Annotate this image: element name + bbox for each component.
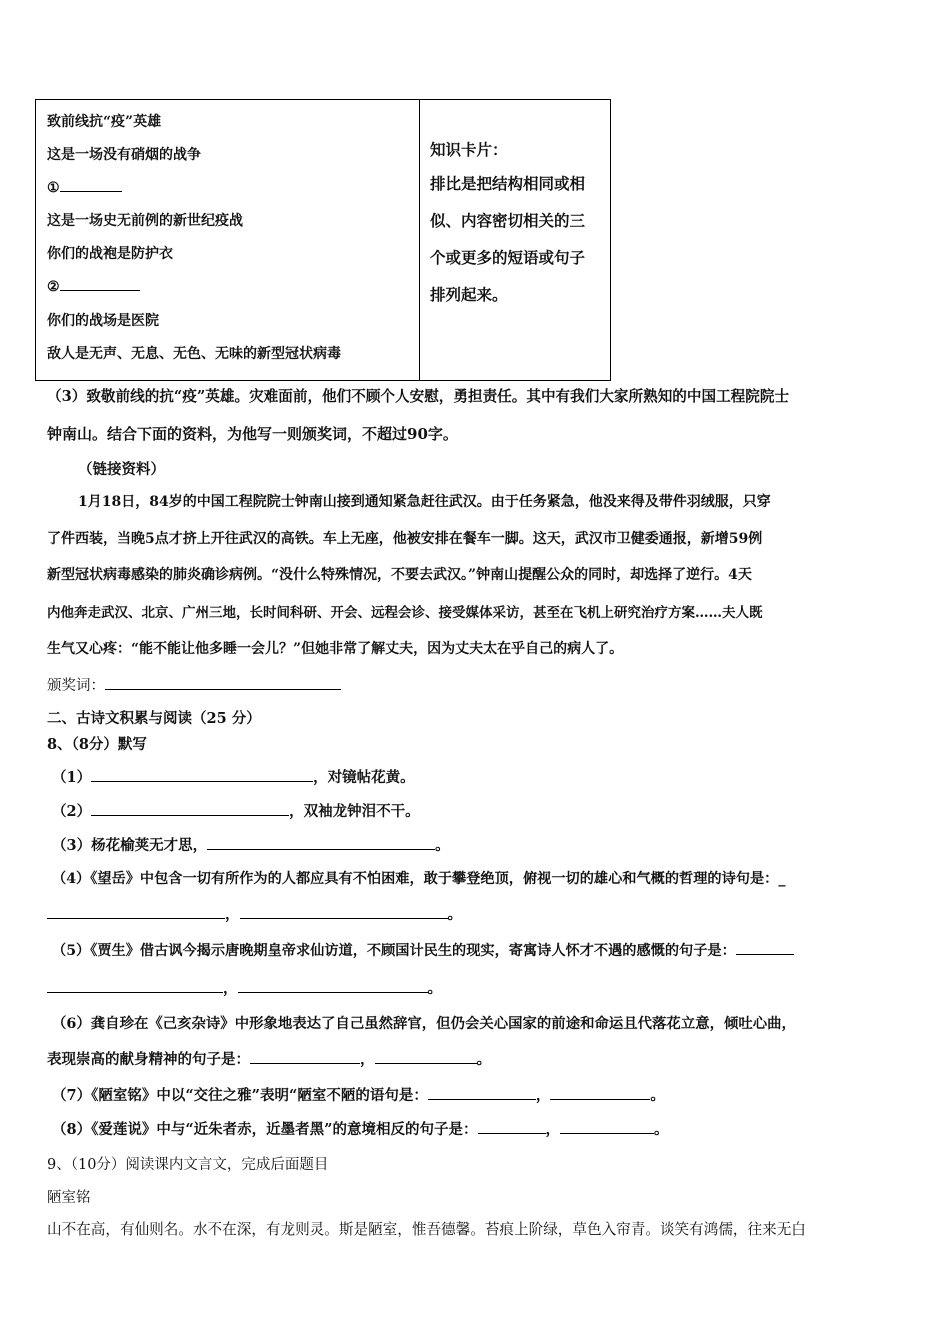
q8-item-7: （7）《陋室铭》中以“交往之雅”表明“陋室不陋的语句是： ， 。 bbox=[52, 1087, 665, 1104]
poem-column bbox=[36, 100, 420, 380]
knowledge-card-line: 排列起来。 bbox=[430, 285, 508, 304]
poem-line: 你们的战场是医院 bbox=[47, 313, 159, 329]
award-speech-field: 颁奖词： bbox=[47, 674, 341, 695]
q3-prompt-line: 钟南山。结合下面的资料，为他写一则颁奖词，不超过90字。 bbox=[47, 425, 458, 443]
q9-text-title: 陋室铭 bbox=[47, 1190, 91, 1206]
q8-title: 8、（8分）默写 bbox=[47, 736, 147, 753]
q8-item-3: （3）杨花榆荚无才思， 。 bbox=[52, 837, 450, 854]
q8-item-6-line2: 表现崇高的献身精神的句子是： ， 。 bbox=[47, 1051, 491, 1068]
q3-material-line: 了件西装，当晚5点才挤上开往武汉的高铁。车上无座，他被安排在餐车一脚。这天，武汉市卫健委通报，新增59例 bbox=[47, 531, 763, 547]
q3-material-line: 新型冠状病毒感染的肺炎确诊病例。“没什么特殊情况，不要去武汉。”钟南山提醒公众的同时，却选择了逆行。4天 bbox=[47, 567, 752, 583]
poem-line: 这是一场没有硝烟的战争 bbox=[47, 147, 201, 163]
poem-line: 你们的战袍是防护衣 bbox=[47, 246, 173, 262]
knowledge-card-line: 个或更多的短语或句子 bbox=[430, 248, 586, 267]
poem-table bbox=[35, 99, 611, 381]
q8-item-2: （2） ，双袖龙钟泪不干。 bbox=[52, 803, 420, 820]
poem-line: 敌人是无声、无息、无色、无味的新型冠状病毒 bbox=[47, 346, 341, 362]
q8-item-8: （8）《爱莲说》中与“近朱者赤，近墨者黑”的意境相反的句子是： ， 。 bbox=[52, 1121, 669, 1138]
q9-title: 9、（10分）阅读课内文言文，完成后面题目 bbox=[47, 1157, 329, 1173]
q8-item-4: （4）《望岳》中包含一切有所作为的人都应具有不怕困难，敢于攀登绝顶，俯视一切的雄心和气概的哲理的诗句是：_ bbox=[52, 871, 786, 887]
q8-item-1: （1） ，对镜帖花黄。 bbox=[52, 769, 415, 786]
knowledge-card-line: 似、内容密切相关的三 bbox=[430, 211, 586, 230]
q3-material-line: 生气又心疼：“能不能让他多睡一会儿？”但她非常了解丈夫，因为丈夫太在乎自己的病人了。 bbox=[47, 641, 624, 657]
q8-item-4-blanks: ， 。 bbox=[47, 903, 462, 924]
knowledge-card bbox=[420, 100, 610, 380]
poem-line: 致前线抗“疫”英雄 bbox=[47, 114, 162, 130]
q3-prompt-line: （3）致敬前线的抗“疫”英雄。灾难面前，他们不顾个人安慰，勇担责任。其中有我们大家所熟知的中国工程院院士 bbox=[47, 388, 790, 405]
poem-blank-2: ② bbox=[47, 276, 140, 295]
q3-material-line: 内他奔走武汉、北京、广州三地，长时间科研、开会、远程会诊、接受媒体采访，甚至在飞机上研究治疗方案……夫人既 bbox=[47, 605, 763, 621]
q8-item-5-blanks: ， 。 bbox=[47, 977, 442, 998]
knowledge-card-line: 排比是把结构相同或相 bbox=[430, 174, 586, 193]
knowledge-card-title: 知识卡片： bbox=[430, 140, 508, 159]
poem-blank-1: ① bbox=[47, 177, 122, 196]
q9-text-line: 山不在高，有仙则名。水不在深，有龙则灵。斯是陋室，惟吾德馨。苔痕上阶绿，草色入帘青。谈笑有鸿儒，往来无白 bbox=[47, 1221, 806, 1238]
poem-line: 这是一场史无前例的新世纪疫战 bbox=[47, 213, 243, 229]
section-heading: 二、古诗文积累与阅读（25 分） bbox=[47, 710, 261, 727]
q3-link-title: （链接资料） bbox=[78, 461, 165, 478]
q8-item-6: （6）龚自珍在《己亥杂诗》中形象地表达了自己虽然辞官，但仍会关心国家的前途和命运且代落花立意，倾吐心曲， bbox=[52, 1015, 796, 1032]
q8-item-5: （5）《贾生》借古讽今揭示唐晚期皇帝求仙访道，不顾国计民生的现实，寄寓诗人怀才不遇的感慨的句子是： bbox=[52, 940, 794, 960]
q3-material-line: 1月18日，84岁的中国工程院院士钟南山接到通知紧急赶往武汉。由于任务紧急，他没来得及带件羽绒服，只穿 bbox=[78, 494, 771, 510]
